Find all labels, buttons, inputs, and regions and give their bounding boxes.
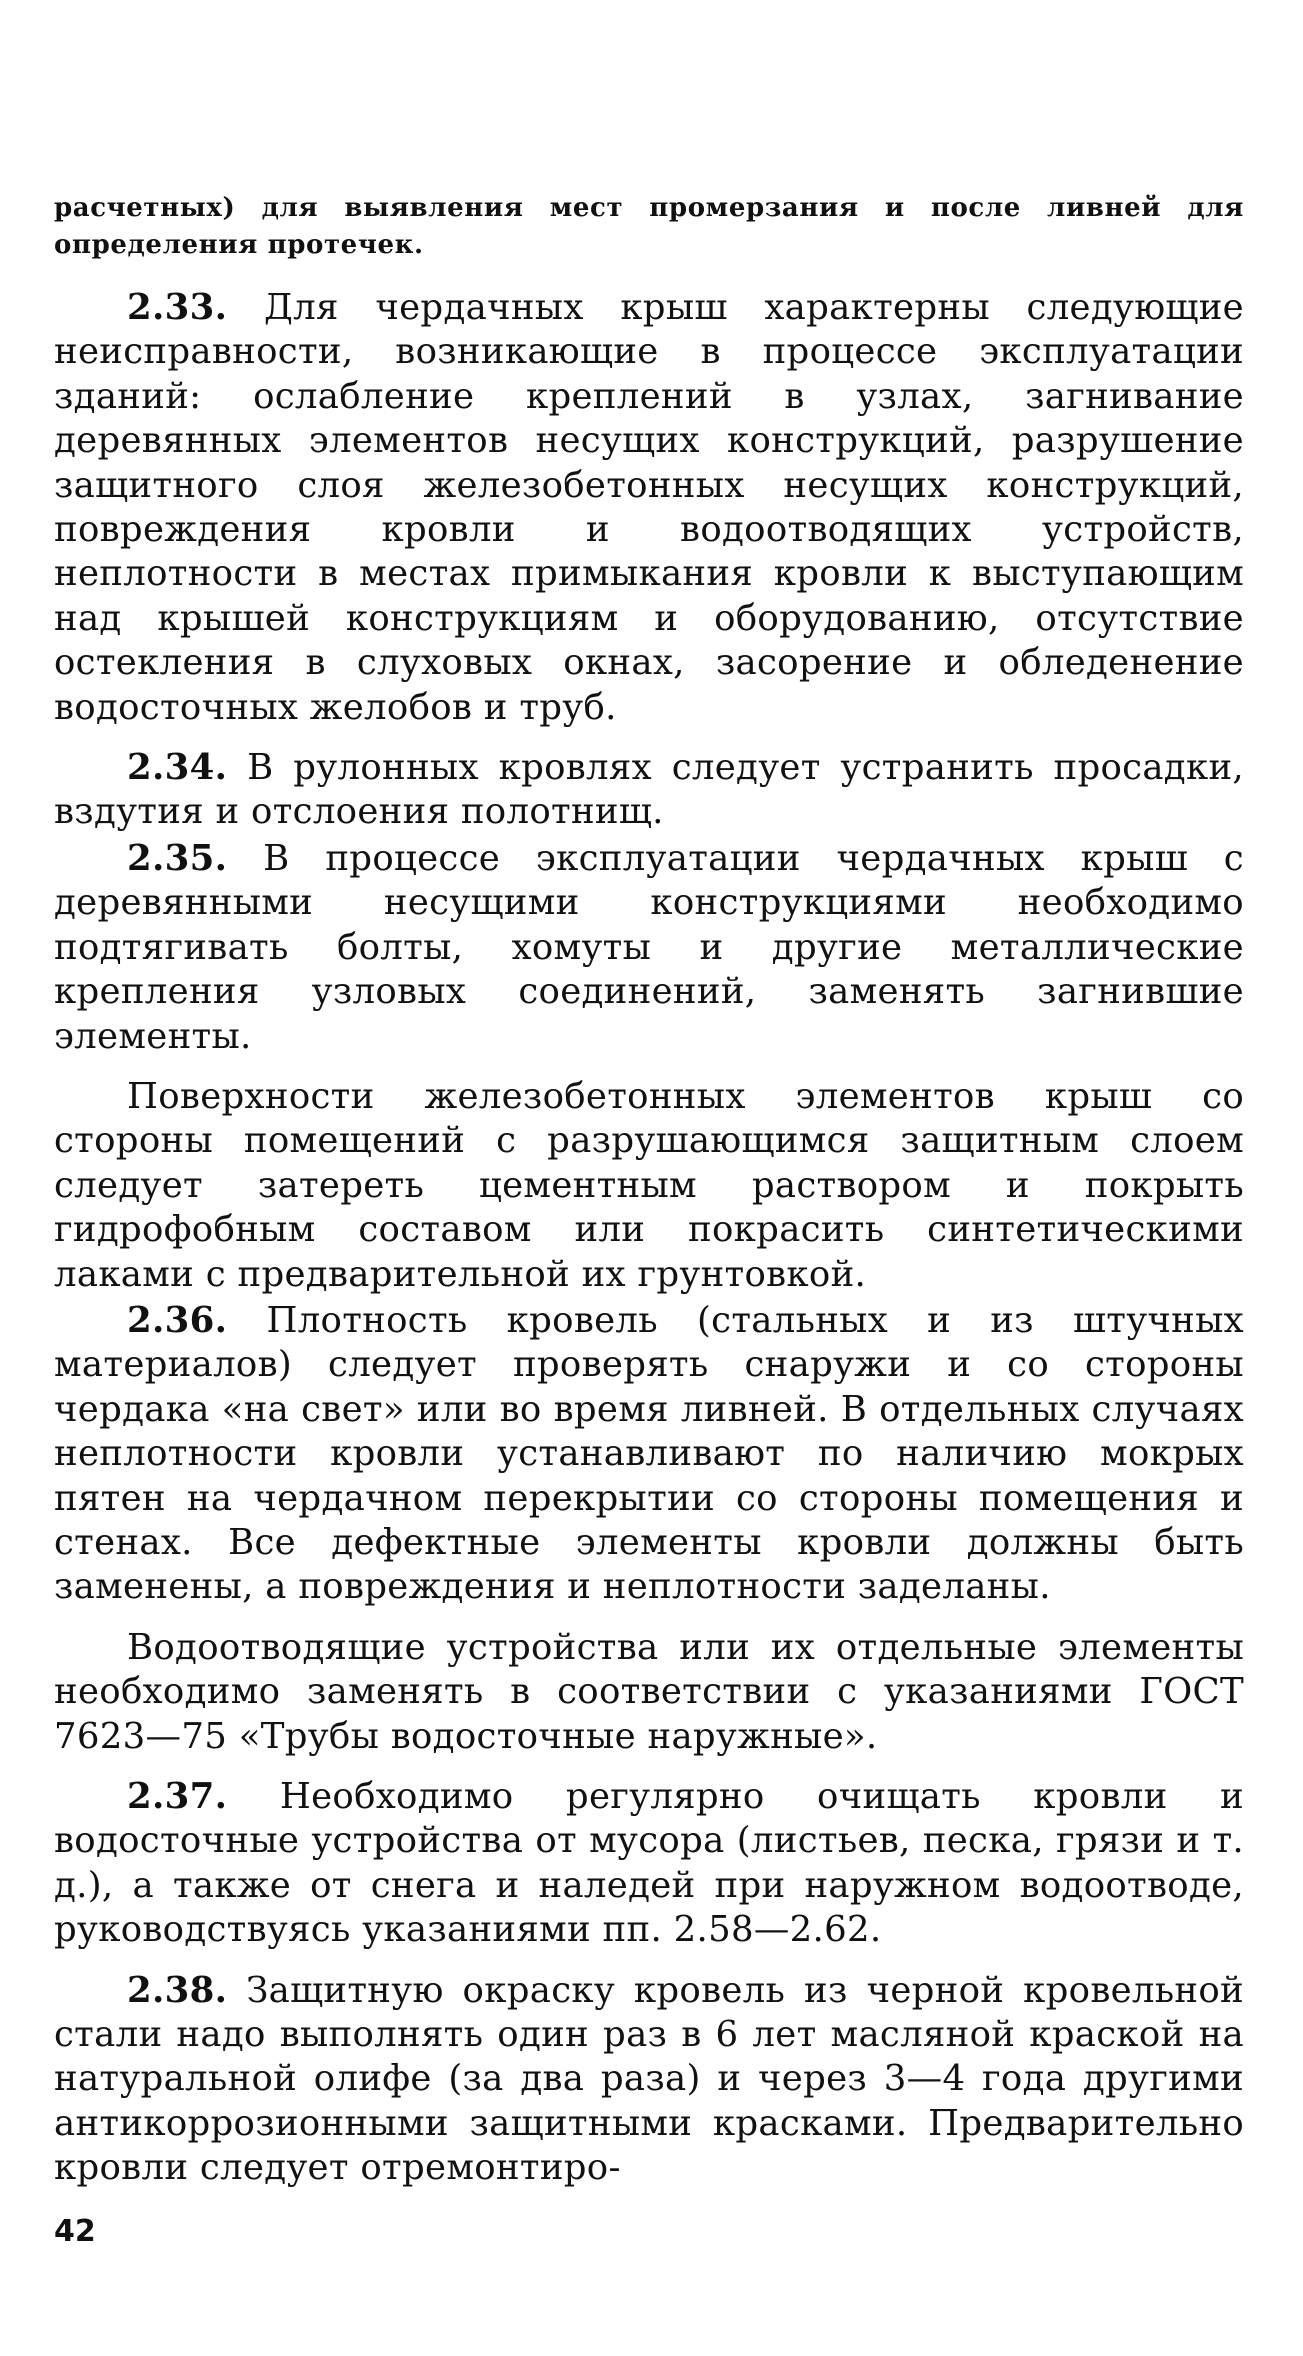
page-number: 42 — [54, 2214, 96, 2249]
section-text: В процессе эксплуатации чердачных крыш с деревянными несущими конструкциями необходимо подтягивать болты, хомуты и другие металлические крепления узловых соединений, заменять загнившие элементы. — [54, 837, 1244, 1057]
section-text: Необходимо регулярно очищать кровли и водосточные устройства от мусора (листьев, песка, грязи и т. д.), а также от снега и наледей при наружном водоотводе, руководствуясь указаниями пп. 2.58—2.62. — [54, 1776, 1244, 1951]
section-2-34 — [54, 746, 1244, 835]
section-number: 2.35. — [127, 837, 228, 879]
paragraph-text: Поверхности железобетонных элементов крыш со стороны помещений с разрушающимся защитным слоем следует затереть цементным раствором и покрыть гидрофобным составом или покрасить синтетическими лаками с предварительной их грунтовкой. — [54, 1075, 1244, 1295]
section-text: В рулонных кровлях следует устранить просадки, вздутия и отслоения полотнищ. — [54, 747, 1244, 833]
section-text: Для чердачных крыш характерны следующие неисправности, возникающие в процессе эксплуатации зданий: ослабление креплений в узлах, загнивание деревянных элементов несущих конструкций, разрушение защитного слоя железобетонных несущих конструкций, повреждения кровли и водоотводящих устройств, неплотности в местах примыкания кровли к выступающим над крышей конструкциям и оборудованию, отсутствие остекления в слуховых окнах, засорение и обледенение водосточных желобов и труб. — [54, 287, 1244, 728]
paragraph-drainage-devices — [54, 1626, 1244, 1759]
paragraph-text: Водоотводящие устройства или их отдельные элементы необходимо заменять в соответствии с указаниями ГОСТ 7623—75 «Трубы водосточные наружные». — [54, 1626, 1244, 1757]
section-number: 2.38. — [127, 1969, 228, 2011]
paragraph-concrete-surfaces — [54, 1075, 1244, 1297]
section-2-35 — [54, 837, 1244, 1059]
section-2-38 — [54, 1969, 1244, 2191]
section-number: 2.36. — [127, 1299, 228, 1341]
section-number: 2.37. — [127, 1776, 228, 1817]
section-2-37 — [54, 1775, 1244, 1953]
page-body — [54, 190, 1244, 2191]
section-text: Плотность кровель (стальных и из штучных материалов) следует проверять снаружи и со стороны чердака «на свет» или во время ливней. В отдельных случаях неплотности кровли устанавливают по наличию мокрых пятен на чердачном перекрытии со стороны помещения и стенах. Все дефектные элементы кровли должны быть заменены, а повреждения и неплотности заделаны. — [54, 1299, 1244, 1608]
intro-paragraph: расчетных) для выявления мест промерзания и после ливней для определения протечек. — [54, 193, 1244, 260]
section-number: 2.34. — [127, 747, 228, 789]
section-text: Защитную окраску кровель из черной кровельной стали надо выполнять один раз в 6 лет масляной краской на натуральной олифе (за два раза) и через 3—4 года другими антикоррозионными защитными красками. Предварительно кровли следует отремонтиро- — [54, 1969, 1244, 2189]
section-number: 2.33. — [127, 287, 228, 328]
section-2-33 — [54, 286, 1244, 730]
section-2-36 — [54, 1299, 1244, 1610]
